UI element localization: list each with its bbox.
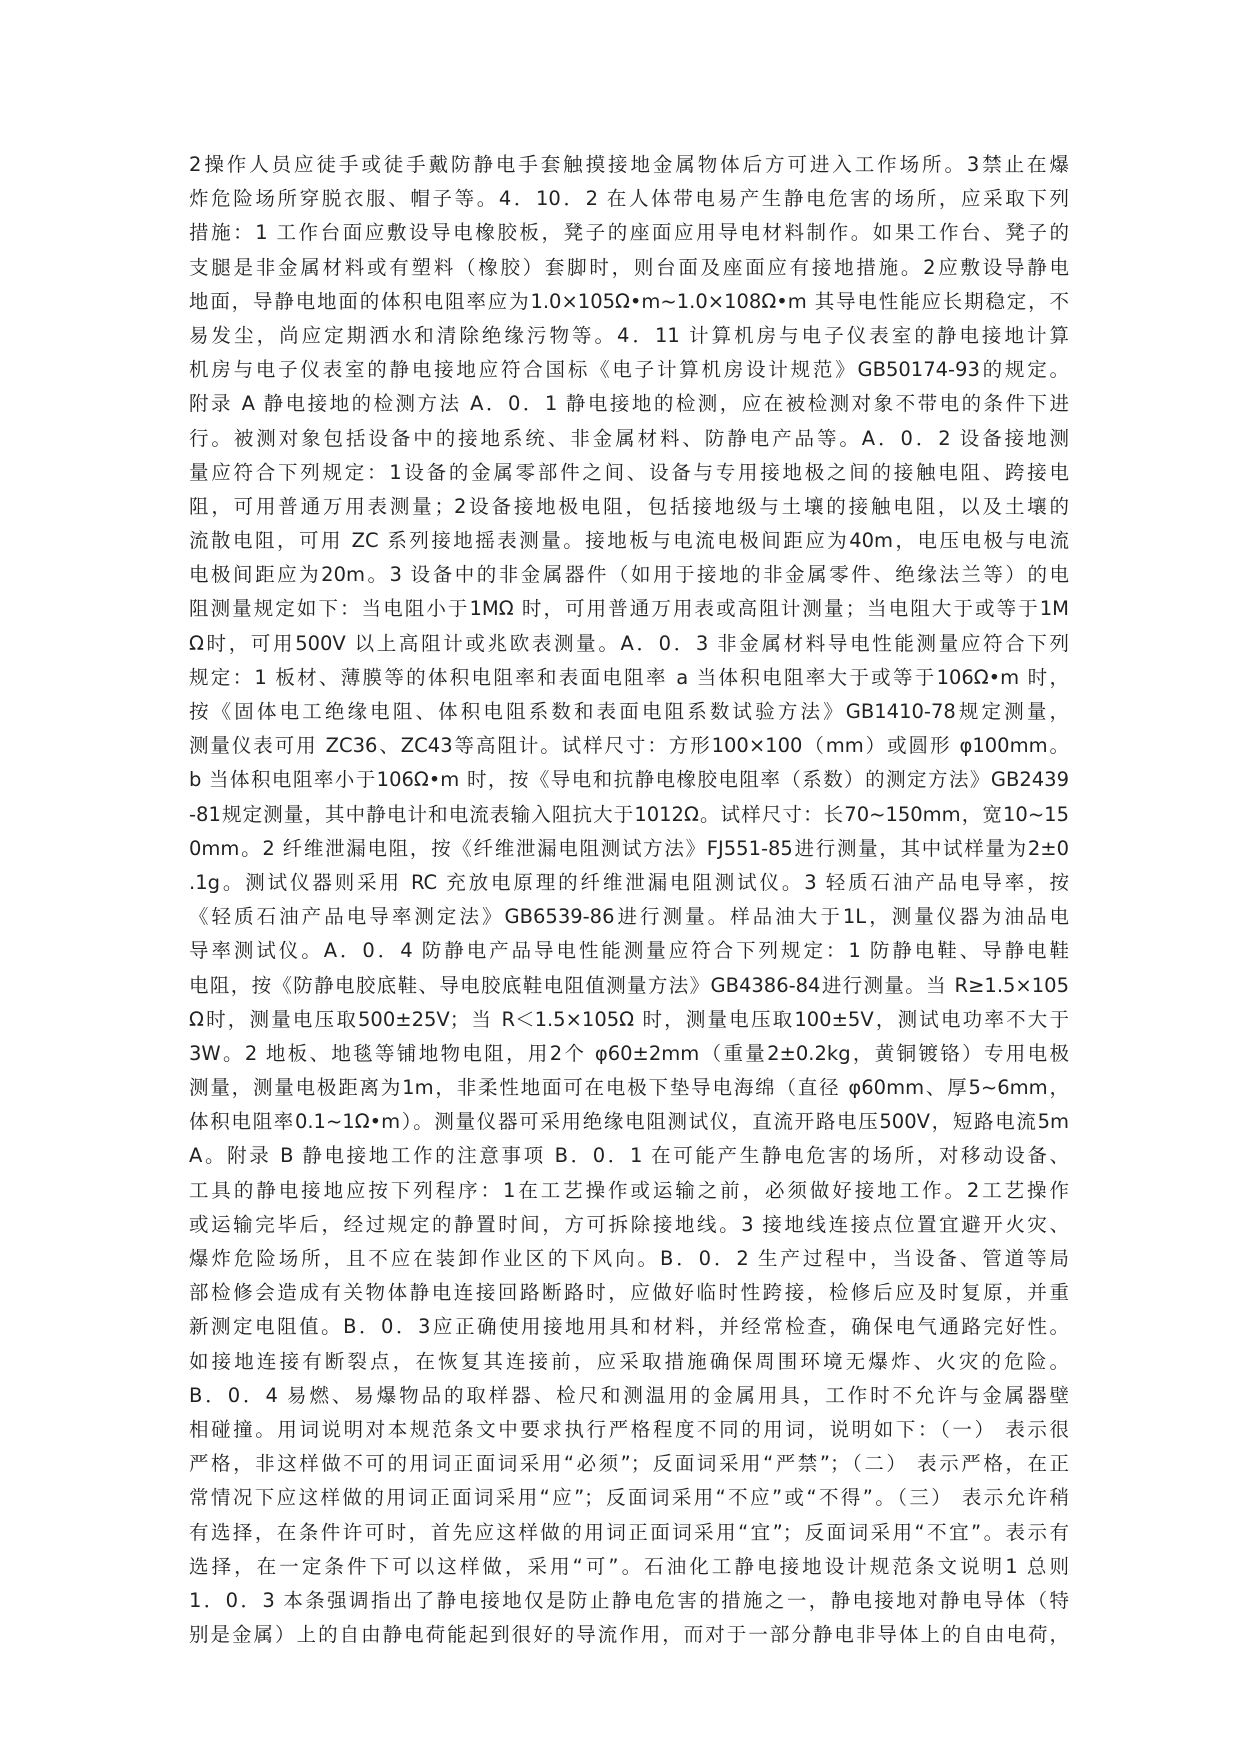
text-line: 措施：1 工作台面应敷设导电橡胶板，凳子的座面应用导电材料制作。如果工作台、凳子的 [189,221,1069,245]
text-line: B．0．4 易燃、易爆物品的取样器、检尺和测温用的金属用具，工作时不允许与金属器壁 [189,1383,1069,1407]
text-line: 机房与电子仪表室的静电接地应符合国标《电子计算机房设计规范》GB50174-93的规定。 [189,358,1069,382]
text-line: 附录 A 静电接地的检测方法 A．0．1 静电接地的检测，应在被检测对象不带电的条件下进 [189,392,1069,416]
text-line: 相碰撞。用词说明对本规范条文中要求执行严格程度不同的用词，说明如下：（一） 表示很 [189,1417,1069,1441]
text-line: 有选择，在条件许可时，首先应这样做的用词正面词采用“宜”；反面词采用“不宜”。表示有 [189,1520,1069,1544]
text-line: 1．0．3 本条强调指出了静电接地仅是防止静电危害的措施之一，静电接地对静电导体（特 [189,1588,1069,1612]
text-line: 或运输完毕后，经过规定的静置时间，方可拆除接地线。3 接地线连接点位置宜避开火灾、 [189,1212,1069,1236]
text-line: 规定：1 板材、薄膜等的体积电阻率和表面电阻率 a 当体积电阻率大于或等于106Ω•m 时， [189,665,1069,689]
text-line: 易发尘，尚应定期洒水和清除绝缘污物等。4．11 计算机房与电子仪表室的静电接地计算 [189,323,1069,347]
body-text [189,148,1069,1652]
text-line: 量应符合下列规定：1设备的金属零部件之间、设备与专用接地极之间的接触电阻、跨接电 [189,460,1069,484]
text-line: 常情况下应这样做的用词正面词采用“应”；反面词采用“不应”或“不得”。（三） 表示允许稍 [189,1486,1069,1510]
text-line: 电极间距应为20m。3 设备中的非金属器件（如用于接地的非金属零件、绝缘法兰等）的电 [189,563,1069,587]
text-line: 流散电阻，可用 ZC 系列接地摇表测量。接地板与电流电极间距应为40m，电压电极与电流 [189,529,1069,553]
text-line: 爆炸危险场所，且不应在装卸作业区的下风向。B．0．2 生产过程中，当设备、管道等局 [189,1247,1069,1270]
text-line: Ω时，可用500V 以上高阻计或兆欧表测量。A．0．3 非金属材料导电性能测量应符合下列 [189,631,1069,655]
text-line: .1g。测试仪器则采用 RC 充放电原理的纤维泄漏电阻测试仪。3 轻质石油产品电导率，按 [189,870,1069,894]
text-line: 0mm。2 纤维泄漏电阻，按《纤维泄漏电阻测试方法》FJ551-85进行测量，其中试样量为2±0 [189,836,1069,860]
text-line: 测量仪表可用 ZC36、ZC43等高阻计。试样尺寸：方形100×100（mm）或圆形 φ100mm。 [189,734,1069,758]
text-line: 新测定电阻值。B．0．3应正确使用接地用具和材料，并经常检查，确保电气通路完好性。 [189,1315,1069,1339]
text-line: 导率测试仪。A．0．4 防静电产品导电性能测量应符合下列规定：1 防静电鞋、导静电鞋 [189,939,1069,963]
text-line: 地面，导静电地面的体积电阻率应为1.0×105Ω•m~1.0×108Ω•m 其导电性能应长期稳定，不 [189,289,1069,313]
text-line: 别是金属）上的自由静电荷能起到很好的导流作用，而对于一部分静电非导体上的自由电荷， [189,1623,1069,1647]
text-line: 支腿是非金属材料或有塑料（橡胶）套脚时，则台面及座面应有接地措施。2应敷设导静电 [189,255,1069,279]
text-line: 严格，非这样做不可的用词正面词采用“必须”；反面词采用“严禁”；（二） 表示严格，在正 [189,1452,1069,1476]
text-line: 电阻，按《防静电胶底鞋、导电胶底鞋电阻值测量方法》GB4386-84进行测量。当 R≥1.5×105 [189,973,1069,997]
text-line: 测量，测量电极距离为1m，非柔性地面可在电极下垫导电海绵（直径 φ60mm、厚5~6mm， [189,1076,1069,1100]
text-line: 工具的静电接地应按下列程序：1在工艺操作或运输之前，必须做好接地工作。2工艺操作 [189,1178,1069,1202]
text-line: 选择，在一定条件下可以这样做，采用“可”。石油化工静电接地设计规范条文说明1 总则 [189,1554,1069,1578]
text-line: A。附录 B 静电接地工作的注意事项 B．0．1 在可能产生静电危害的场所，对移动设备、 [189,1144,1069,1168]
text-line: 如接地连接有断裂点，在恢复其连接前，应采取措施确保周围环境无爆炸、火灾的危险。 [189,1349,1069,1373]
text-line: 《轻质石油产品电导率测定法》GB6539-86进行测量。样品油大于1L，测量仪器为油品电 [189,905,1069,929]
text-line: Ω时，测量电压取500±25V；当 R＜1.5×105Ω 时，测量电压取100±5V，测试电功率不大于 [189,1007,1069,1031]
text-line: 2操作人员应徒手或徒手戴防静电手套触摸接地金属物体后方可进入工作场所。3禁止在爆 [189,153,1069,176]
text-line: 按《固体电工绝缘电阻、体积电阻系数和表面电阻系数试验方法》GB1410-78规定测量， [189,700,1069,723]
text-line: 阻，可用普通万用表测量；2设备接地极电阻，包括接地级与土壤的接触电阻，以及土壤的 [189,494,1069,518]
text-line: b 当体积电阻率小于106Ω•m 时，按《导电和抗静电橡胶电阻率（系数）的测定方法》GB2439 [189,768,1069,792]
text-line: 部检修会造成有关物体静电连接回路断路时，应做好临时性跨接，检修后应及时复原，并重 [189,1281,1069,1305]
text-line: 炸危险场所穿脱衣服、帽子等。4．10．2 在人体带电易产生静电危害的场所，应采取下列 [189,187,1069,211]
text-line: 行。被测对象包括设备中的接地系统、非金属材料、防静电产品等。A．0．2 设备接地测 [189,426,1069,450]
text-line: -81规定测量，其中静电计和电流表输入阻抗大于1012Ω。试样尺寸：长70~150mm，宽10~15 [189,802,1069,826]
text-line: 体积电阻率0.1~1Ω•m）。测量仪器可采用绝缘电阻测试仪，直流开路电压500V，短路电流5m [189,1110,1069,1134]
text-line: 阻测量规定如下：当电阻小于1MΩ 时，可用普通万用表或高阻计测量；当电阻大于或等于1M [189,597,1069,621]
text-line: 3W。2 地板、地毯等铺地物电阻，用2个 φ60±2mm（重量2±0.2kg，黄铜镀铬）专用电极 [189,1041,1069,1065]
